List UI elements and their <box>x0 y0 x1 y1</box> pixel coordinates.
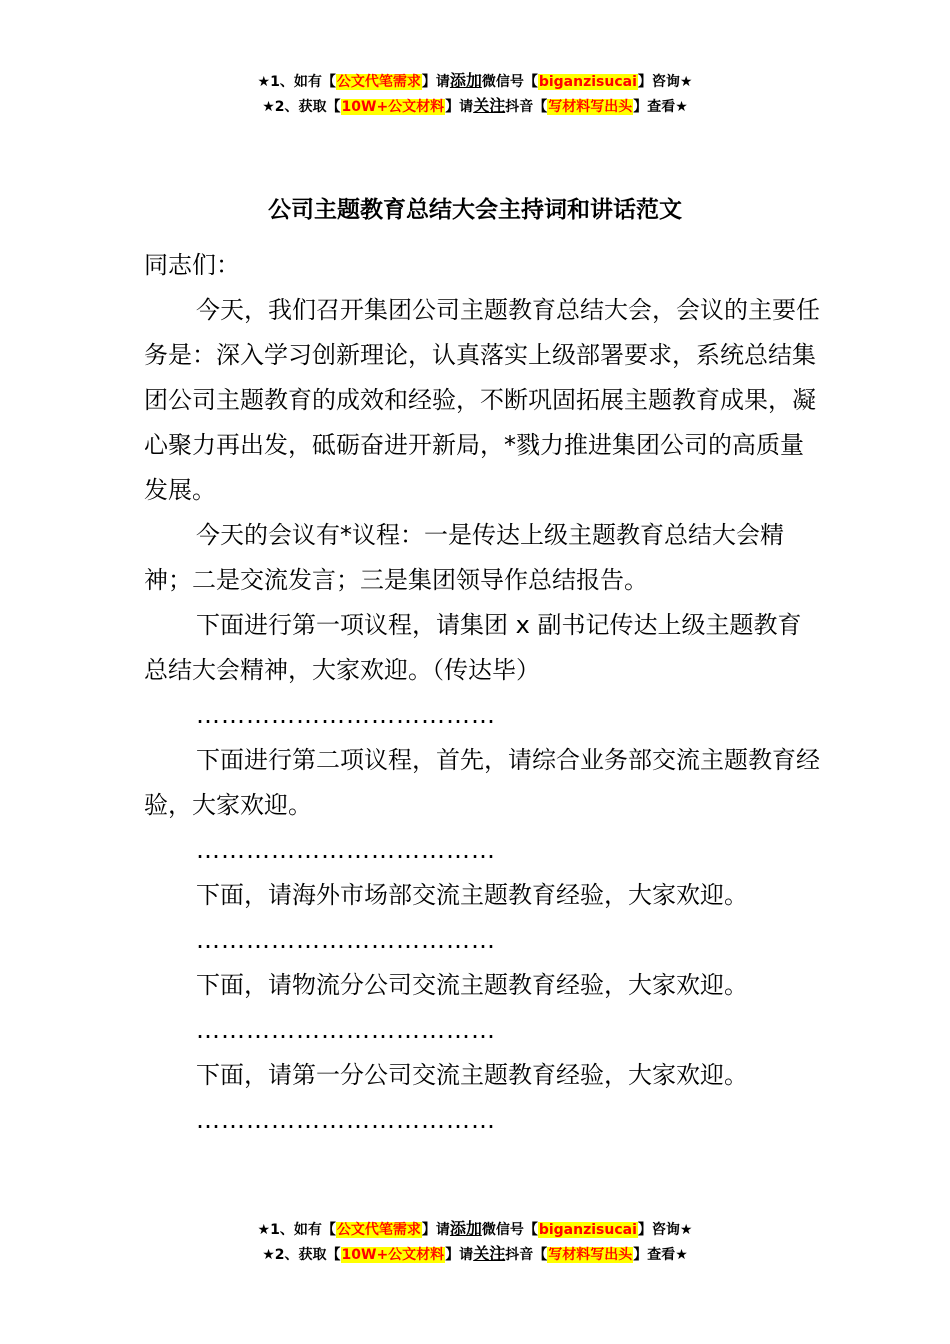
document-body <box>144 243 824 1143</box>
promo-line-1: ★1、如有【公文代笔需求】请添加微信号【biganzisucai】咨询★ <box>257 1219 693 1238</box>
paragraph-speaker-first-branch: 下面，请第一分公司交流主题教育经验，大家欢迎。 <box>196 1061 748 1089</box>
paragraph-opening: 今天，我们召开集团公司主题教育总结大会，会议的主要任务是：深入学习创新理论，认真落实上级部署要求，系统总结集团公司主题教育的成效和经验，不断巩固拓展主题教育成果，凝心聚力再出发，砥砺奋进开新局，*戮力推进集团公司的高质量发展。 <box>144 296 820 504</box>
highlight-wechat-id: biganzisucai <box>538 74 637 90</box>
promo-line-2: ★2、获取【10W+公文材料】请关注抖音【写材料写出头】查看★ <box>262 1244 688 1263</box>
highlight-service: 公文代笔需求 <box>336 1222 421 1238</box>
paragraph-agenda: 今天的会议有*议程：一是传达上级主题教育总结大会精神；二是交流发言；三是集团领导作总结报告。 <box>144 521 784 594</box>
ellipsis-line: ……………………………… <box>196 926 496 954</box>
paragraph-item-2: 下面进行第二项议程，首先，请综合业务部交流主题教育经验，大家欢迎。 <box>144 746 820 819</box>
paragraph-speaker-logistics: 下面，请物流分公司交流主题教育经验，大家欢迎。 <box>196 971 748 999</box>
ellipsis-line: ……………………………… <box>196 836 496 864</box>
promo-line-2: ★2、获取【10W+公文材料】请关注抖音【写材料写出头】查看★ <box>262 96 688 115</box>
promo-header <box>0 69 950 119</box>
highlight-douyin: 写材料写出头 <box>548 99 633 115</box>
paragraph-item-1: 下面进行第一项议程，请集团 x 副书记传达上级主题教育总结大会精神，大家欢迎。（传达毕） <box>144 611 802 684</box>
ellipsis-line: ……………………………… <box>196 701 496 729</box>
promo-footer <box>0 1217 950 1267</box>
paragraph-speaker-overseas: 下面，请海外市场部交流主题教育经验，大家欢迎。 <box>196 881 748 909</box>
ellipsis-line: ……………………………… <box>196 1106 496 1134</box>
highlight-materials: 10W+公文材料 <box>341 99 445 115</box>
promo-line-1: ★1、如有【公文代笔需求】请添加微信号【biganzisucai】咨询★ <box>257 71 693 90</box>
highlight-wechat-id: biganzisucai <box>538 1222 637 1238</box>
highlight-douyin: 写材料写出头 <box>548 1247 633 1263</box>
document-title: 公司主题教育总结大会主持词和讲话范文 <box>268 197 682 223</box>
highlight-service: 公文代笔需求 <box>336 74 421 90</box>
ellipsis-line: ……………………………… <box>196 1016 496 1044</box>
salutation: 同志们： <box>144 251 240 279</box>
highlight-materials: 10W+公文材料 <box>341 1247 445 1263</box>
